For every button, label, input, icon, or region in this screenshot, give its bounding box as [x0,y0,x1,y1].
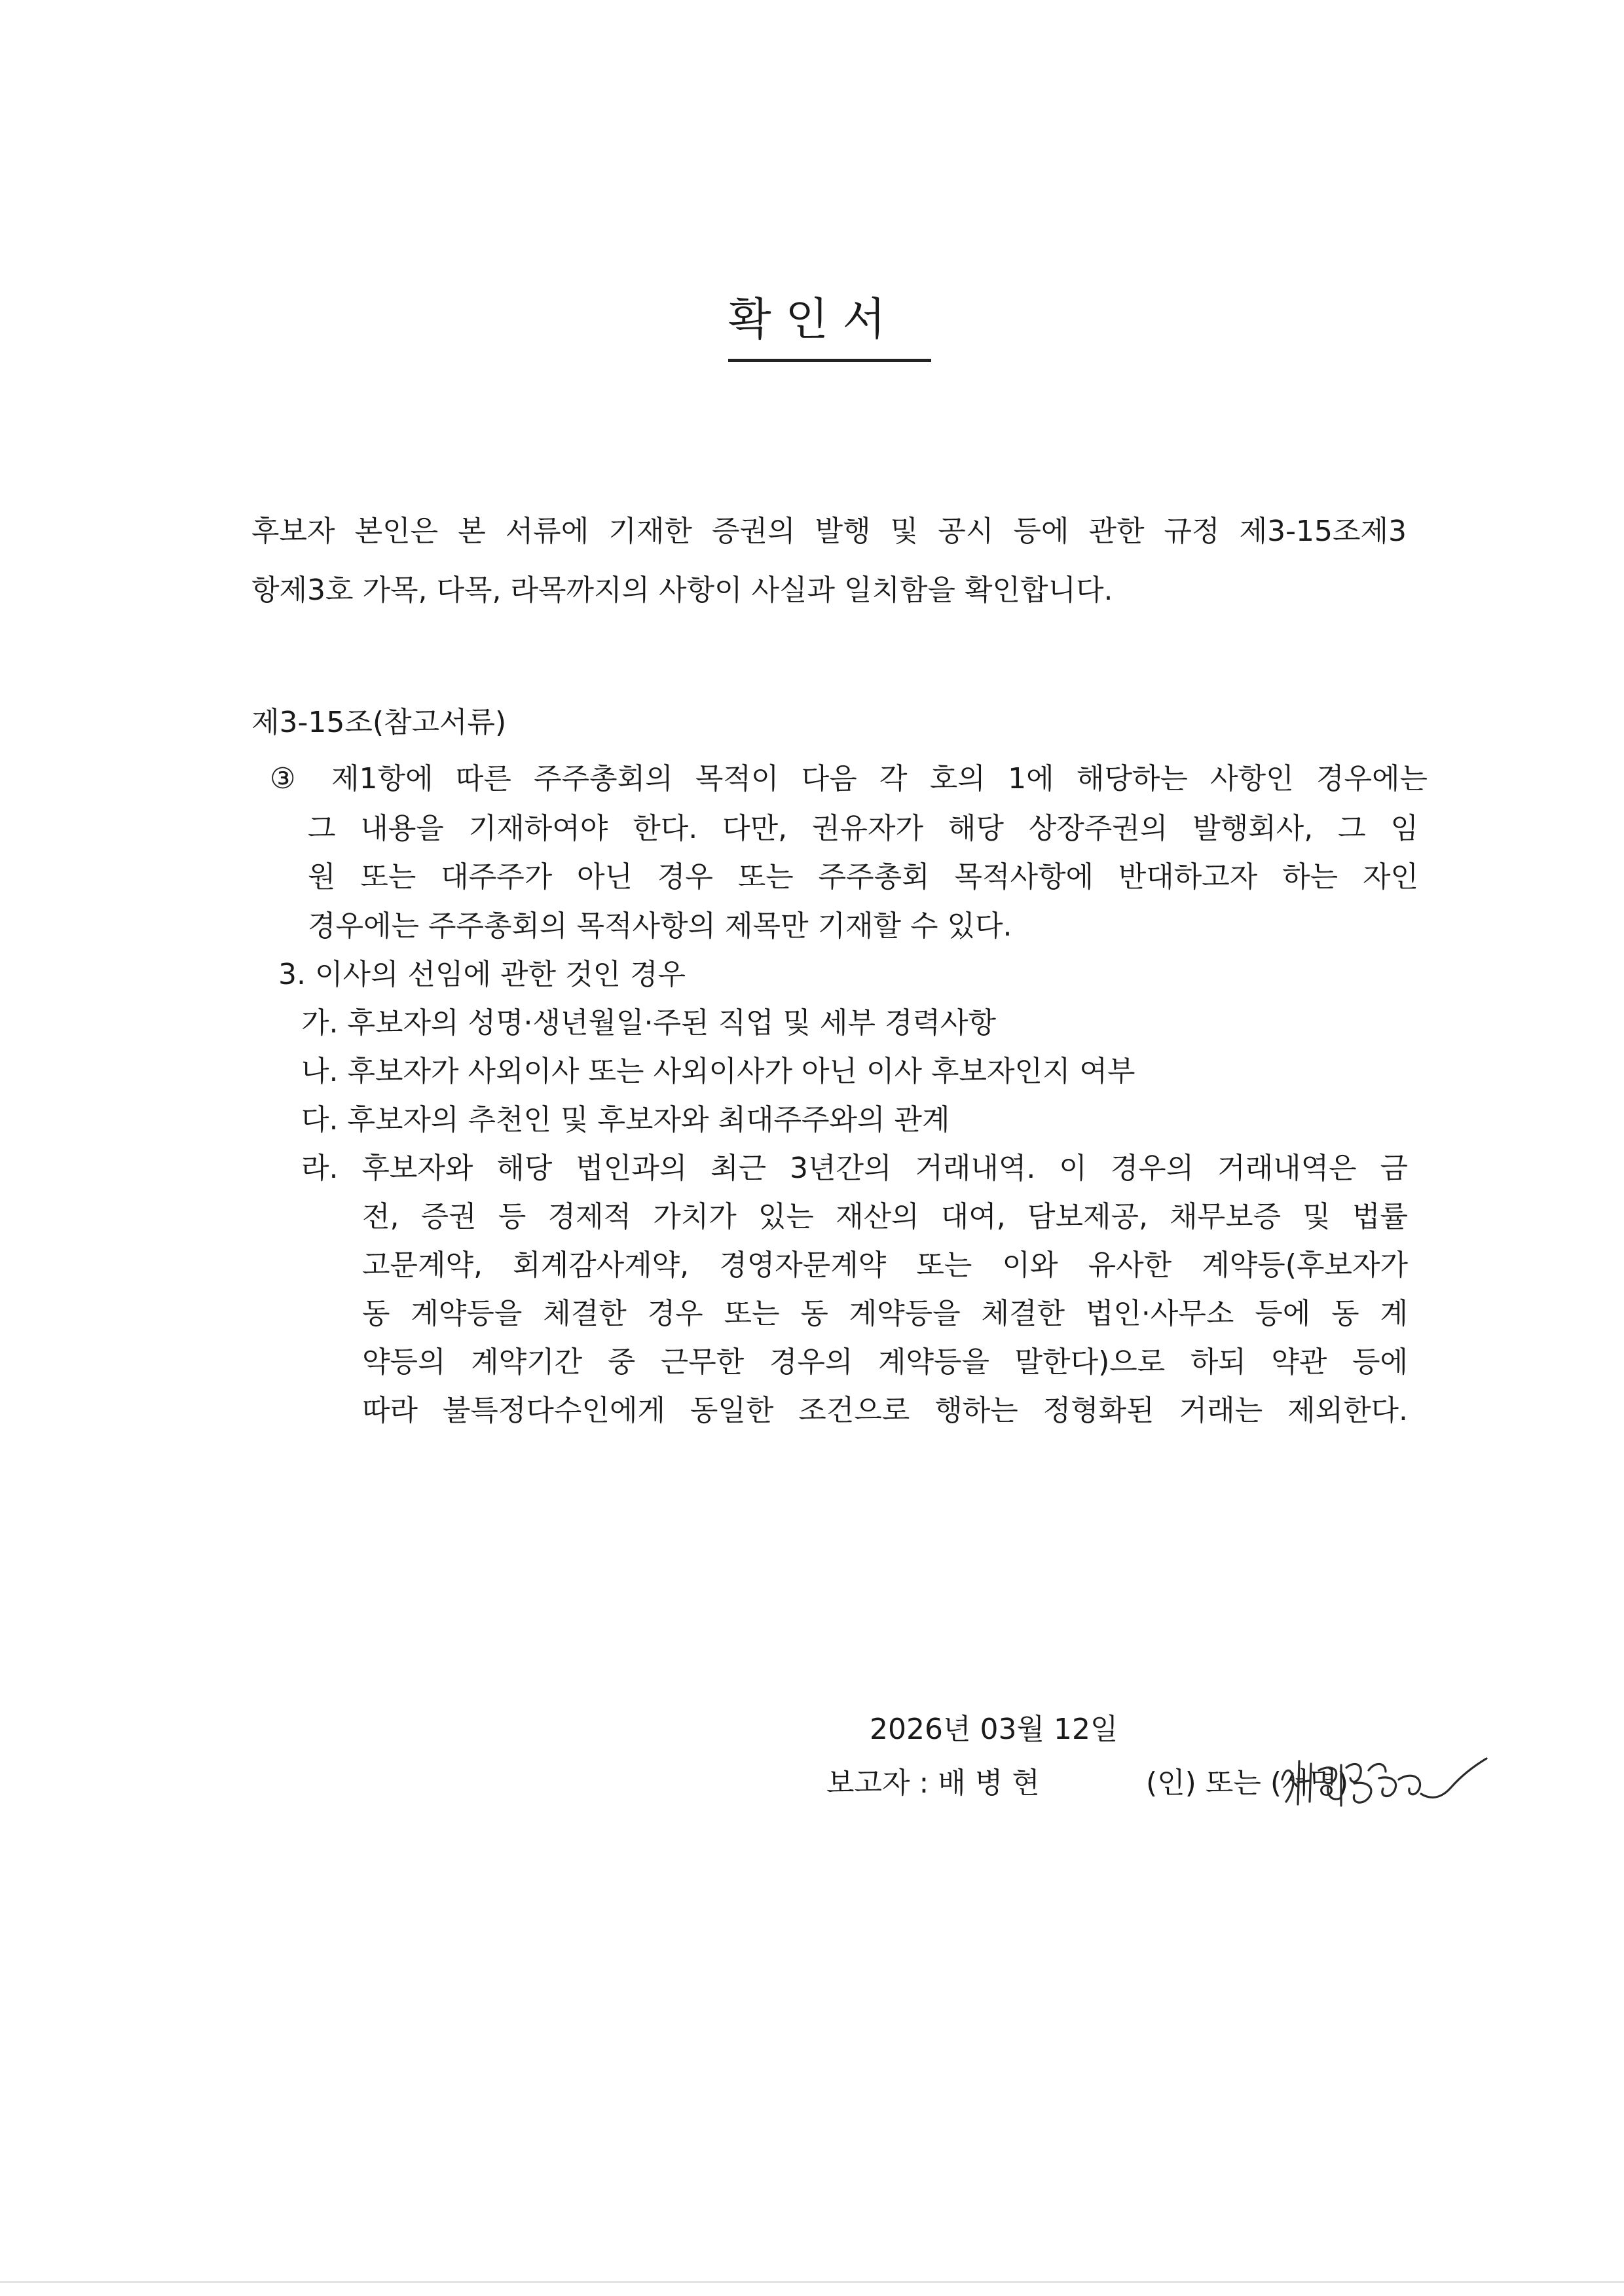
sub-item-ra-line-4: 동 계약등을 체결한 경우 또는 동 계약등을 체결한 법인·사무소 등에 동 계 [362,1297,1408,1330]
intro-line-1: 후보자 본인은 본 서류에 기재한 증권의 발행 및 공시 등에 관한 규정 제3-15조제3 [251,515,1407,548]
title-underline [728,359,931,362]
paragraph3-line-4: 경우에는 주주총회의 목적사항의 제목만 기재할 수 있다. [308,909,1012,943]
item-3: 3. 이사의 선임에 관한 것인 경우 [278,958,686,991]
handwritten-signature [1270,1741,1493,1820]
intro-line-2: 항제3호 가목, 다목, 라목까지의 사항이 사실과 일치함을 확인합니다. [251,574,1113,607]
seal-or-signature-label: (인) 또는 (서명) [1146,1766,1349,1800]
sub-item-ra-line-2: 전, 증권 등 경제적 가치가 있는 재산의 대여, 담보제공, 채무보증 및 법률 [362,1200,1408,1233]
page-bottom-edge [0,2281,1624,2283]
paragraph3-line-3: 원 또는 대주주가 아닌 경우 또는 주주총회 목적사항에 반대하고자 하는 자인 [308,860,1418,894]
sub-item-ra-line-1: 라. 후보자와 해당 법인과의 최근 3년간의 거래내역. 이 경우의 거래내역은 금 [301,1152,1408,1185]
sub-item-ra-line-6: 따라 불특정다수인에게 동일한 조건으로 행하는 정형화된 거래는 제외한다. [362,1394,1408,1427]
document-title: 확 인 서 [728,294,886,346]
paragraph3-line-2: 그 내용을 기재하여야 한다. 다만, 권유자가 해당 상장주권의 발행회사, 그 임 [308,812,1418,845]
reporter-label: 보고자 : 배 병 현 [826,1766,1040,1800]
sub-item-ga: 가. 후보자의 성명·생년월일·주된 직업 및 세부 경력사항 [301,1006,996,1040]
report-date: 2026년 03월 12일 [870,1713,1118,1746]
paragraph3-line-1: ③ 제1항에 따른 주주총회의 목적이 다음 각 호의 1에 해당하는 사항인 경우에는 [270,762,1428,795]
sub-item-da: 다. 후보자의 추천인 및 후보자와 최대주주와의 관계 [301,1103,950,1137]
article-heading: 제3-15조(참고서류) [251,706,507,739]
sub-item-ra-line-5: 약등의 계약기간 중 근무한 경우의 계약등을 말한다)으로 하되 약관 등에 [362,1345,1408,1379]
sub-item-na: 나. 후보자가 사외이사 또는 사외이사가 아닌 이사 후보자인지 여부 [301,1055,1135,1088]
sub-item-ra-line-3: 고문계약, 회계감사계약, 경영자문계약 또는 이와 유사한 계약등(후보자가 [362,1248,1408,1282]
